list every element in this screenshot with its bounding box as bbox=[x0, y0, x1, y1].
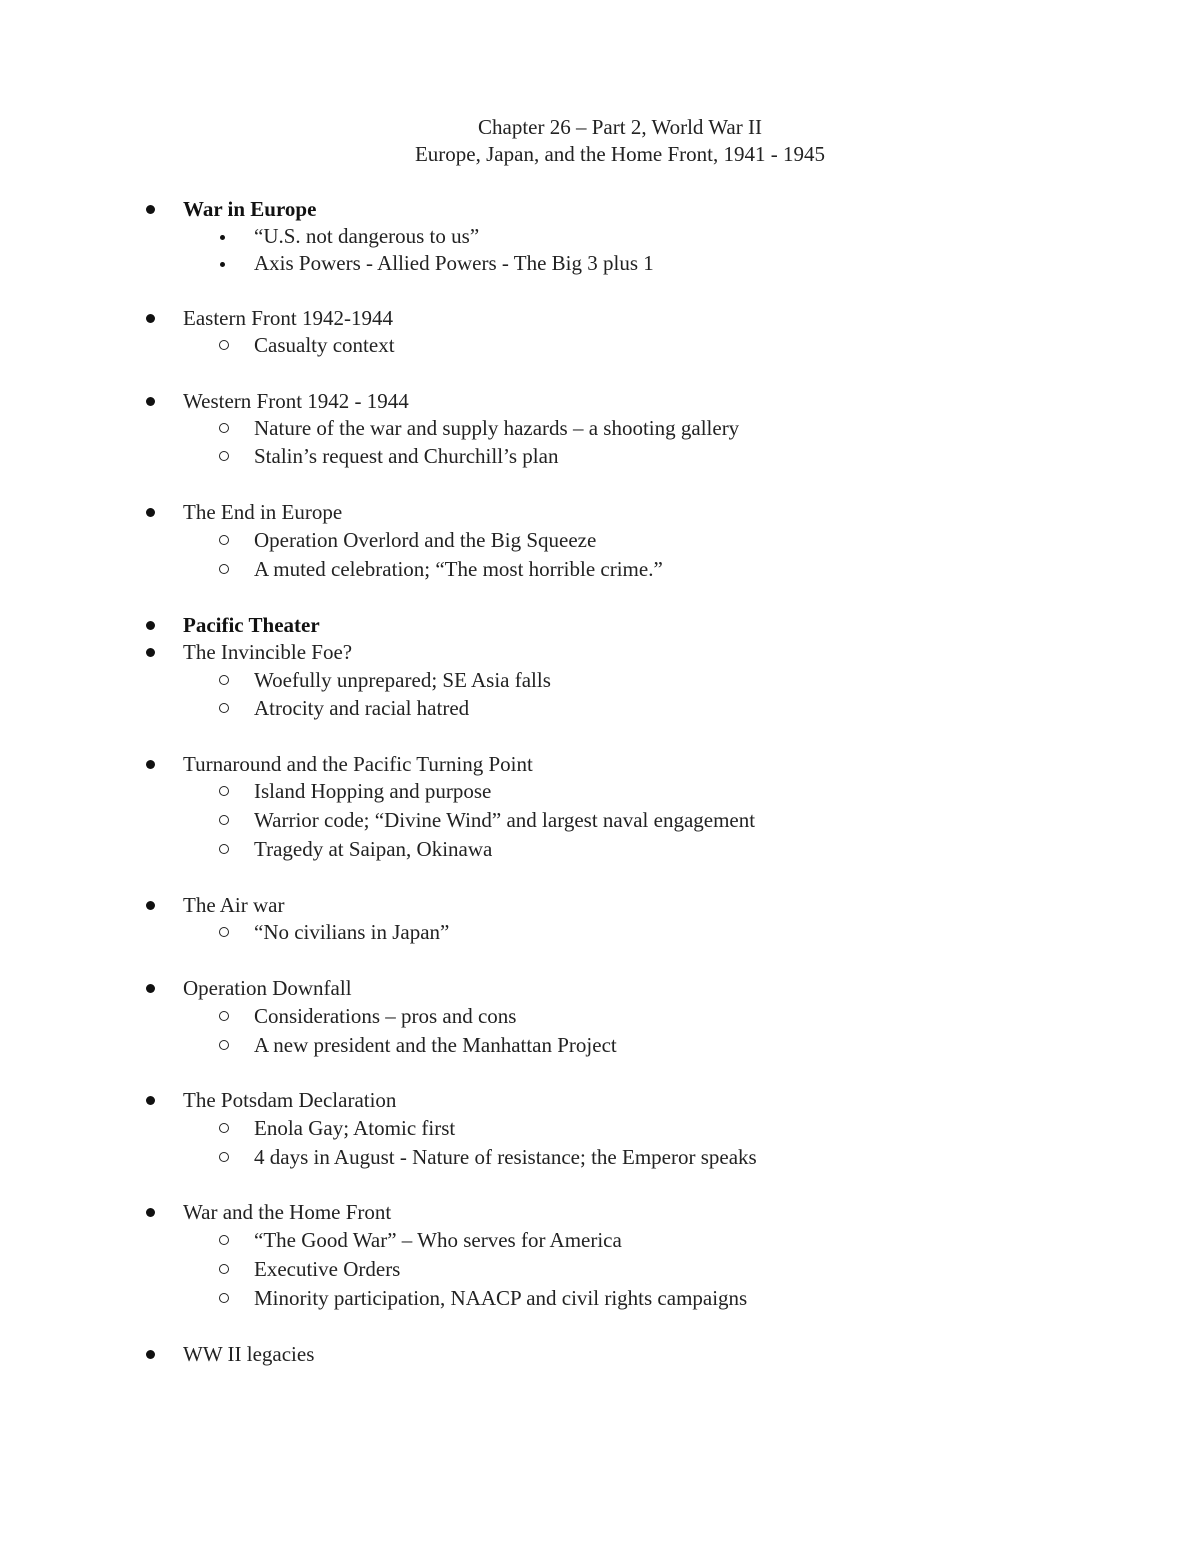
outline-subitem-text: Considerations – pros and cons bbox=[254, 1004, 517, 1028]
outline-subitem-text: Enola Gay; Atomic first bbox=[254, 1116, 456, 1140]
outline-subitem-text: Minority participation, NAACP and civil rights campaigns bbox=[254, 1286, 748, 1310]
outline-subitem-text: Stalin’s request and Churchill’s plan bbox=[254, 444, 559, 468]
circle-bullet-icon bbox=[219, 1264, 229, 1274]
circle-bullet-icon bbox=[219, 340, 229, 350]
circle-bullet-icon bbox=[219, 927, 229, 937]
circle-bullet-icon bbox=[219, 1011, 229, 1021]
document-subtitle: Europe, Japan, and the Home Front, 1941 - 1945 bbox=[414, 142, 825, 166]
outline-subitem-text: “The Good War” – Who serves for America bbox=[254, 1228, 622, 1252]
bullet-icon bbox=[146, 314, 155, 323]
outline-subitem-text: A muted celebration; “The most horrible crime.” bbox=[254, 557, 663, 581]
outline-subitem-text: Casualty context bbox=[254, 333, 395, 357]
outline-subitem-text: Island Hopping and purpose bbox=[254, 779, 492, 803]
outline-item-text: Eastern Front 1942-1944 bbox=[183, 306, 393, 330]
bullet-icon bbox=[146, 760, 155, 769]
outline-item-text: Operation Downfall bbox=[183, 976, 352, 1000]
outline-item-text: War in Europe bbox=[183, 197, 317, 221]
outline-subitem-text: Tragedy at Saipan, Okinawa bbox=[254, 837, 493, 861]
bullet-icon bbox=[146, 508, 155, 517]
outline-subitem-text: Executive Orders bbox=[254, 1257, 401, 1281]
circle-bullet-icon bbox=[219, 703, 229, 713]
outline-subitem-text: Warrior code; “Divine Wind” and largest naval engagement bbox=[254, 808, 756, 832]
outline-item-text: WW II legacies bbox=[183, 1342, 315, 1366]
outline-subitem-text: Operation Overlord and the Big Squeeze bbox=[254, 528, 597, 552]
circle-bullet-icon bbox=[219, 675, 229, 685]
circle-bullet-icon bbox=[219, 844, 229, 854]
circle-bullet-icon bbox=[219, 1123, 229, 1133]
document-title: Chapter 26 – Part 2, World War II bbox=[478, 115, 762, 139]
bullet-icon bbox=[146, 1350, 155, 1359]
circle-bullet-icon bbox=[219, 1040, 229, 1050]
outline-item-text: Turnaround and the Pacific Turning Point bbox=[183, 752, 533, 776]
outline-item-text: The Potsdam Declaration bbox=[183, 1088, 397, 1112]
circle-bullet-icon bbox=[219, 1235, 229, 1245]
circle-bullet-icon bbox=[219, 564, 229, 574]
outline-subitem-text: Nature of the war and supply hazards – a shooting gallery bbox=[254, 416, 740, 440]
outline-item-text: War and the Home Front bbox=[183, 1200, 392, 1224]
circle-bullet-icon bbox=[219, 423, 229, 433]
bullet-icon bbox=[146, 648, 155, 657]
outline-subitem-text: Atrocity and racial hatred bbox=[254, 696, 470, 720]
outline-item-text: The Air war bbox=[183, 893, 285, 917]
circle-bullet-icon bbox=[219, 451, 229, 461]
outline-subitem-text: “No civilians in Japan” bbox=[254, 920, 450, 944]
circle-bullet-icon bbox=[219, 1152, 229, 1162]
bullet-icon bbox=[146, 397, 155, 406]
outline-subitem-text: Axis Powers - Allied Powers - The Big 3 plus 1 bbox=[254, 251, 654, 275]
outline-item-text: Pacific Theater bbox=[183, 613, 320, 637]
outline-subitem-text: A new president and the Manhattan Project bbox=[254, 1033, 617, 1057]
small-bullet-icon bbox=[220, 235, 225, 240]
outline-item-text: Western Front 1942 - 1944 bbox=[183, 389, 409, 413]
circle-bullet-icon bbox=[219, 815, 229, 825]
bullet-icon bbox=[146, 1208, 155, 1217]
outline-item-text: The Invincible Foe? bbox=[183, 640, 353, 664]
outline-subitem-text: 4 days in August - Nature of resistance; the Emperor speaks bbox=[254, 1145, 757, 1169]
small-bullet-icon bbox=[220, 262, 225, 267]
circle-bullet-icon bbox=[219, 1293, 229, 1303]
outline-subitem-text: Woefully unprepared; SE Asia falls bbox=[254, 668, 551, 692]
outline-item-text: The End in Europe bbox=[183, 500, 343, 524]
bullet-icon bbox=[146, 901, 155, 910]
circle-bullet-icon bbox=[219, 786, 229, 796]
circle-bullet-icon bbox=[219, 535, 229, 545]
bullet-icon bbox=[146, 205, 155, 214]
bullet-icon bbox=[146, 1096, 155, 1105]
bullet-icon bbox=[146, 621, 155, 630]
bullet-icon bbox=[146, 984, 155, 993]
outline-subitem-text: “U.S. not dangerous to us” bbox=[254, 224, 480, 248]
